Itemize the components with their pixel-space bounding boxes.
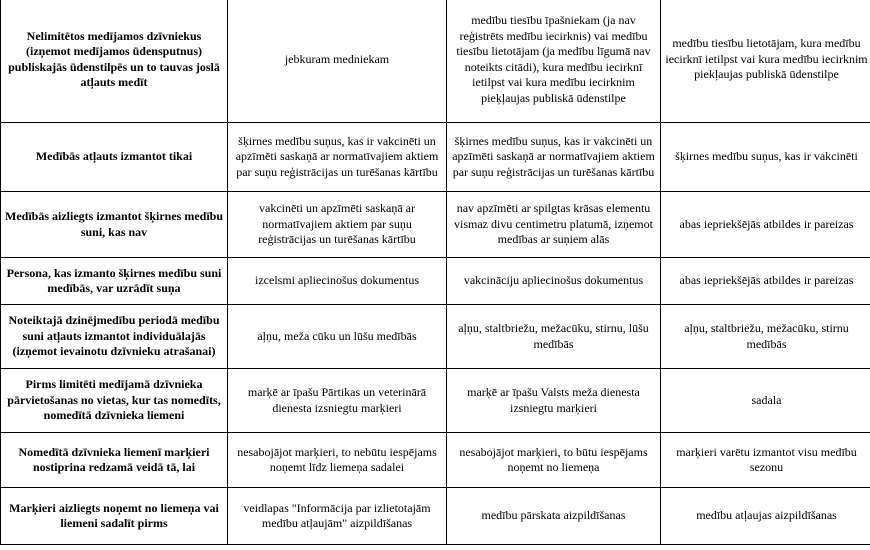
table-row xyxy=(1,488,870,545)
row-heading: Nomedītā dzīvnieka liemenī marķieri nostiprina redzamā veidā tā, lai xyxy=(1,433,228,488)
answer-cell-a: šķirnes medību suņus, kas ir vakcinēti un apzīmēti saskaņā ar normatīvajiem aktiem par suņu reģistrācijas un turēšanas kārtību xyxy=(228,123,447,192)
table-row xyxy=(1,258,870,305)
answer-cell-b: aļņu, staltbriežu, mežacūku, stirnu, lūšu medībās xyxy=(447,305,661,369)
answer-cell-b: medību pārskata aizpildīšanas xyxy=(447,488,661,545)
answer-cell-b: šķirnes medību suņus, kas ir vakcinēti un apzīmēti saskaņā ar normatīvajiem aktiem par suņu reģistrācijas un turēšanas kārtību xyxy=(447,123,661,192)
row-heading: Noteiktajā dzinējmedību periodā medību suni atļauts izmantot individuālajās (izņemot ievainotu dzīvnieku atrašanai) xyxy=(1,305,228,369)
answer-cell-b: marķē ar īpašu Valsts meža dienesta izsniegtu marķieri xyxy=(447,369,661,433)
answer-cell-b: nesabojājot marķieri, to būtu iespējams noņemt no liemeņa xyxy=(447,433,661,488)
table-row xyxy=(1,433,870,488)
answer-cell-c: medību tiesību lietotājam, kura medību iecirknī ietilpst vai kura medību iecirknim piekļaujas publiskā ūdenstilpe xyxy=(661,0,870,123)
answer-cell-c: aļņu, staltbriežu, mežacūku, stirnu medībās xyxy=(661,305,870,369)
answer-cell-c: sadala xyxy=(661,369,870,433)
row-heading: Marķieri aizliegts noņemt no liemeņa vai liemeni sadalīt pirms xyxy=(1,488,228,545)
answer-cell-b: nav apzīmēti ar spilgtas krāsas elementu vismaz divu centimetru platumā, izņemot medības ar suņiem alās xyxy=(447,192,661,258)
answer-cell-a: veidlapas "Informācija par izlietotajām medību atļaujām" aizpildīšanas xyxy=(228,488,447,545)
table-row xyxy=(1,369,870,433)
row-heading: Nelimitētos medījamos dzīvniekus (izņemot medījamos ūdensputnus) publiskajās ūdenstilpēs un to tauvas joslā atļauts medīt xyxy=(1,0,228,123)
answer-cell-c: abas iepriekšējās atbildes ir pareizas xyxy=(661,258,870,305)
answer-cell-a: izcelsmi apliecinošus dokumentus xyxy=(228,258,447,305)
row-heading: Persona, kas izmanto šķirnes medību suni medībās, var uzrādīt suņa xyxy=(1,258,228,305)
answer-cell-c: šķirnes medību suņus, kas ir vakcinēti xyxy=(661,123,870,192)
table-row xyxy=(1,305,870,369)
answer-cell-c: abas iepriekšējās atbildes ir pareizas xyxy=(661,192,870,258)
answer-cell-a: marķē ar īpašu Pārtikas un veterinārā dienesta izsniegtu marķieri xyxy=(228,369,447,433)
table-row xyxy=(1,0,870,123)
row-heading: Medībās aizliegts izmantot šķirnes medību suni, kas nav xyxy=(1,192,228,258)
answer-cell-b: medību tiesību īpašniekam (ja nav reģistrēts medību iecirknis) vai medību tiesību lietotājam (ja medību līgumā nav noteikts citādi), kura medību iecirknī ietilpst vai kura medību iecirknim pieķļaujas publiskā ūdenstilpe xyxy=(447,0,661,123)
answer-cell-a: nesabojājot marķieri, to nebūtu iespējams noņemt līdz liemeņa sadalei xyxy=(228,433,447,488)
answer-cell-a: vakcinēti un apzīmēti saskaņā ar normatīvajiem aktiem par suņu reģistrācijas un turēšanas kārtību xyxy=(228,192,447,258)
table-row xyxy=(1,123,870,192)
row-heading: Medībās atļauts izmantot tikai xyxy=(1,123,228,192)
answer-cell-a: aļņu, meža cūku un lūšu medībās xyxy=(228,305,447,369)
table-row xyxy=(1,192,870,258)
answer-cell-c: medību atļaujas aizpildīšanas xyxy=(661,488,870,545)
row-heading: Pirms limitēti medījamā dzīvnieka pārvietošanas no vietas, kur tas nomedīts, nomedītā dzīvnieka liemeni xyxy=(1,369,228,433)
answer-cell-b: vakcināciju apliecinošus dokumentus xyxy=(447,258,661,305)
answer-cell-c: marķieri varētu izmantot visu medību sezonu xyxy=(661,433,870,488)
answer-cell-a: jebkuram medniekam xyxy=(228,0,447,123)
